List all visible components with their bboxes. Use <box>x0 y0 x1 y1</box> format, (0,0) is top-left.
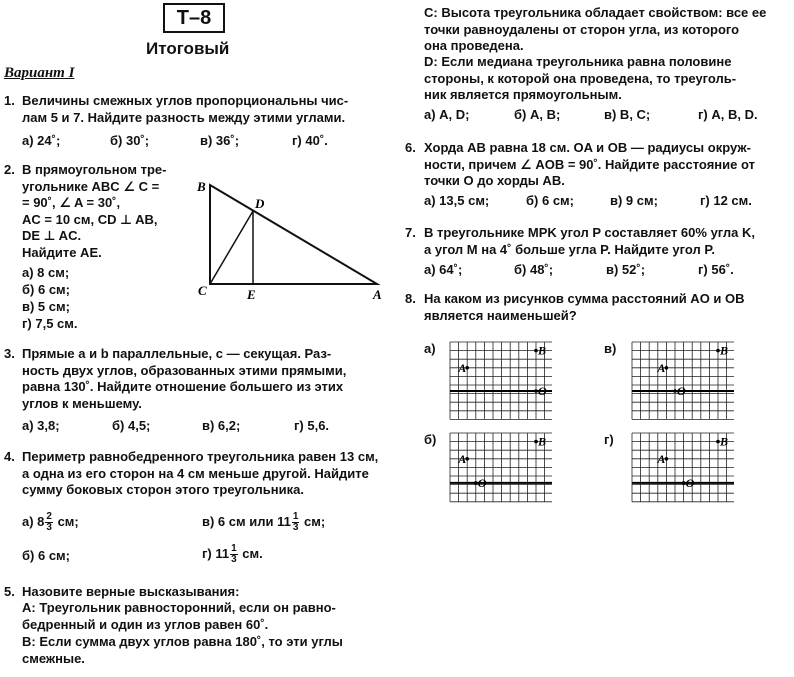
point-label-a: A <box>657 451 666 466</box>
q2-answer-v: в) 5 см; <box>22 299 70 314</box>
q8-number: 8. <box>405 291 416 306</box>
q5-answer-v: в) B, C; <box>604 107 651 122</box>
point-label-o: O <box>677 384 686 399</box>
q4-answer-v: в) 6 см или 11 $\frac{1}{3}$ см; <box>202 511 326 533</box>
grid-label-b: б) <box>424 432 437 447</box>
q1-number: 1. <box>4 93 15 108</box>
q1-answer-a: а) 24˚; <box>22 133 61 148</box>
q1-answer-b: б) 30˚; <box>110 133 150 148</box>
q7-answer-v: в) 52˚; <box>606 262 646 277</box>
grid-g <box>630 431 734 507</box>
grid-v <box>630 340 734 420</box>
q2-text: В прямоугольном тре- угольнике ABC ∠ C = = 90˚, ∠ A = 30˚, AC = 10 см, CD ⊥ AB, DE ⊥ AC. Найдите AE. <box>22 162 167 260</box>
q6-answer-b: б) 6 см; <box>526 193 574 208</box>
q3-text: Прямые a и b параллельные, c — секущая. Раз- ность двух углов, образованных этими прямыми, равна 130˚. Найдите отношение большего из этих углов к меньшему. <box>22 346 347 411</box>
point-label-a: A <box>458 451 467 466</box>
q5-statement-d: D: Если медиана треугольника равна половине стороны, к которой она проведена, то треуголь- ник является прямоугольным. <box>424 54 737 102</box>
q5-statement-b: B: Если сумма двух углов равна 180˚, то эти углы смежные. <box>22 634 343 666</box>
q5-statement-a: A: Треугольник равносторонний, если он равно- бедренный и один из углов равен 60˚. <box>22 600 336 632</box>
q5-answer-a: а) A, D; <box>424 107 470 122</box>
point-label-b: B <box>720 434 729 449</box>
q5-intro: Назовите верные высказывания: <box>22 584 240 599</box>
q2-answer-g: г) 7,5 см. <box>22 316 78 331</box>
q2-answer-b: б) 6 см; <box>22 282 70 297</box>
q6-text: Хорда AB равна 18 см. OA и OB — радиусы окруж- ности, причем ∠ AOB = 90˚. Найдите расстояние от точки O до хорды AB. <box>424 140 755 188</box>
q1-text: Величины смежных углов пропорциональны чис- лам 5 и 7. Найдите разность между этими углами. <box>22 93 349 125</box>
q6-answer-v: в) 9 см; <box>610 193 658 208</box>
q4-answer-a: а) 8 $\frac{2}{3}$ см; <box>22 511 79 533</box>
point-label-b: B <box>538 343 547 358</box>
q3-answer-b: б) 4,5; <box>112 418 151 433</box>
variant-label: Вариант I <box>4 65 75 81</box>
q4-answer-b: б) 6 см; <box>22 548 70 563</box>
label-D: D <box>255 196 265 211</box>
q1-answer-v: в) 36˚; <box>200 133 240 148</box>
q5-statement-c: C: Высота треугольника обладает свойством: все ее точки равноудалены от сторон угла, из которого она проведена. <box>424 5 767 53</box>
grid-label-a: а) <box>424 341 436 356</box>
q6-answer-g: г) 12 см. <box>700 193 752 208</box>
q4-answer-g: г) 11 $\frac{1}{3}$ см. <box>202 543 263 565</box>
q3-answer-v: в) 6,2; <box>202 418 241 433</box>
q5-answer-b: б) A, B; <box>514 107 561 122</box>
q7-text: В треугольнике MPK угол P составляет 60% угла K, а угол M на 4˚ больше угла P. Найдите угол P. <box>424 225 755 257</box>
q7-answer-a: а) 64˚; <box>424 262 463 277</box>
q7-answer-b: б) 48˚; <box>514 262 554 277</box>
label-A: A <box>373 287 382 302</box>
q8-text: На каком из рисунков сумма расстояний AO и OB является наименьшей? <box>424 291 745 323</box>
point-label-a: A <box>458 360 467 375</box>
point-label-o: O <box>538 384 547 399</box>
page-title: Итоговый <box>146 39 230 58</box>
point-label-b: B <box>538 434 547 449</box>
label-E: E <box>247 287 256 302</box>
q4-text: Периметр равнобедренного треугольника равен 13 см, а одна из его сторон на 4 см меньше другой. Найдите сумму боковых сторон этого треугольника. <box>22 449 379 497</box>
q3-answer-a: а) 3,8; <box>22 418 60 433</box>
q1-answer-g: г) 40˚. <box>292 133 328 148</box>
q2-answer-a: а) 8 см; <box>22 265 70 280</box>
q4-number: 4. <box>4 449 15 464</box>
point-label-o: O <box>685 475 695 490</box>
point-label-a: A <box>657 360 666 375</box>
grid-label-v: в) <box>604 341 617 356</box>
q7-answer-g: г) 56˚. <box>698 262 734 277</box>
label-C: C <box>198 283 207 298</box>
grid-b <box>448 431 552 507</box>
point-label-b: B <box>720 343 729 358</box>
test-code: Т–8 <box>163 3 225 33</box>
label-B: B <box>197 179 206 194</box>
q7-number: 7. <box>405 225 416 240</box>
point-label-o: O <box>477 475 487 490</box>
q3-answer-g: г) 5,6. <box>294 418 330 433</box>
grid-label-g: г) <box>604 432 614 447</box>
q5-number: 5. <box>4 584 15 599</box>
q5-answer-g: г) A, B, D. <box>698 107 758 122</box>
q6-number: 6. <box>405 140 416 155</box>
q3-number: 3. <box>4 346 15 361</box>
q6-answer-a: а) 13,5 см; <box>424 193 490 208</box>
grid-a <box>448 340 552 420</box>
q2-number: 2. <box>4 162 15 177</box>
triangle-figure <box>192 178 392 303</box>
